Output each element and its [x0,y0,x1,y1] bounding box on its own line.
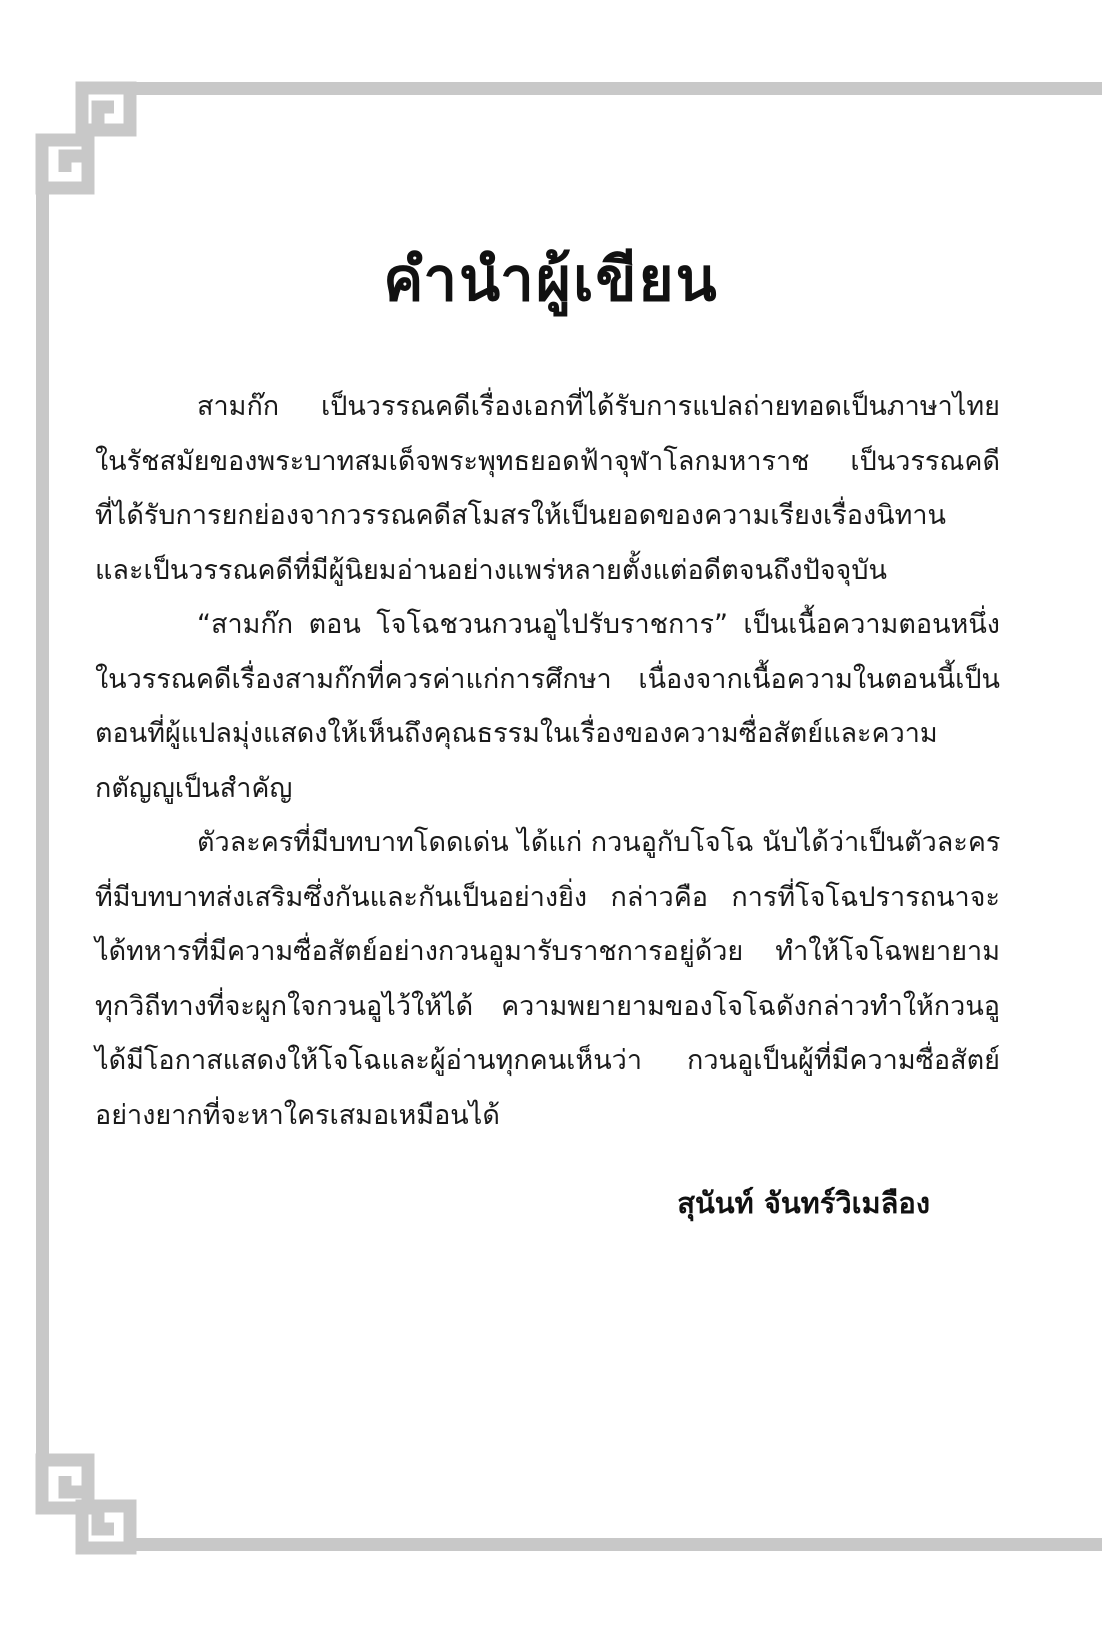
frame-left-bar [36,190,49,1460]
frame-top-bar [130,82,1102,95]
corner-ornament-top-left [42,88,130,188]
paragraph-3-line-2: ที่มีบทบาทส่งเสริมซึ่งกันและกันเป็นอย่างยิ่ง กล่าวคือ การที่โจโฉปรารถนาจะ [95,881,1000,913]
paragraph-3-line-6: อย่างยากที่จะหาใครเสมอเหมือนได้ [95,1099,500,1131]
paragraph-1-line-1: สามก๊ก เป็นวรรณคดีเรื่องเอกที่ได้รับการแปลถ่ายทอดเป็นภาษาไทย [197,391,1000,422]
corner-ornament-bottom-left [42,1460,130,1548]
paragraph-2-line-2: ในวรรณคดีเรื่องสามก๊กที่ควรค่าแก่การศึกษา เนื่องจากเนื้อความในตอนนี้เป็น [95,663,1000,695]
author-signature: สุนันท์ จันทร์วิเมลือง [677,1186,930,1220]
paragraph-3-line-5: ได้มีโอกาสแสดงให้โจโฉและผู้อ่านทุกคนเห็นว่า กวนอูเป็นผู้ที่มีความซื่อสัตย์ [95,1045,1000,1076]
paragraph-2-line-3: ตอนที่ผู้แปลมุ่งแสดงให้เห็นถึงคุณธรรมในเรื่องของความซื่อสัตย์และความ [95,718,938,749]
paragraph-2-line-4: กตัญญูเป็นสำคัญ [95,772,293,804]
paragraph-1-line-3: ที่ได้รับการยกย่องจากวรรณคดีสโมสรให้เป็นยอดของความเรียงเรื่องนิทาน [95,500,947,531]
preface-body [95,380,1000,1143]
paragraph-1-line-4: และเป็นวรรณคดีที่มีผู้นิยมอ่านอย่างแพร่หลายตั้งแต่อดีตจนถึงปัจจุบัน [95,554,887,586]
paragraph-3-line-1: ตัวละครที่มีบทบาทโดดเด่น ได้แก่ กวนอูกับโจโฉ นับได้ว่าเป็นตัวละคร [197,827,1001,858]
paragraph-3-line-3: ได้ทหารที่มีความซื่อสัตย์อย่างกวนอูมารับราชการอยู่ด้วย ทำให้โจโฉพยายาม [95,936,1000,967]
frame-bottom-bar [130,1538,1102,1551]
paragraph-3-line-4: ทุกวิถีทางที่จะผูกใจกวนอูไว้ให้ได้ ความพยายามของโจโฉดังกล่าวทำให้กวนอู [95,990,1000,1022]
paragraph-1-line-2: ในรัชสมัยของพระบาทสมเด็จพระพุทธยอดฟ้าจุฬาโลกมหาราช เป็นวรรณคดี [95,445,1000,477]
paragraph-2-line-1: “สามก๊ก ตอน โจโฉชวนกวนอูไปรับราชการ” เป็นเนื้อความตอนหนึ่ง [197,609,1000,640]
page-title: คำนำผู้เขียน [383,245,719,315]
